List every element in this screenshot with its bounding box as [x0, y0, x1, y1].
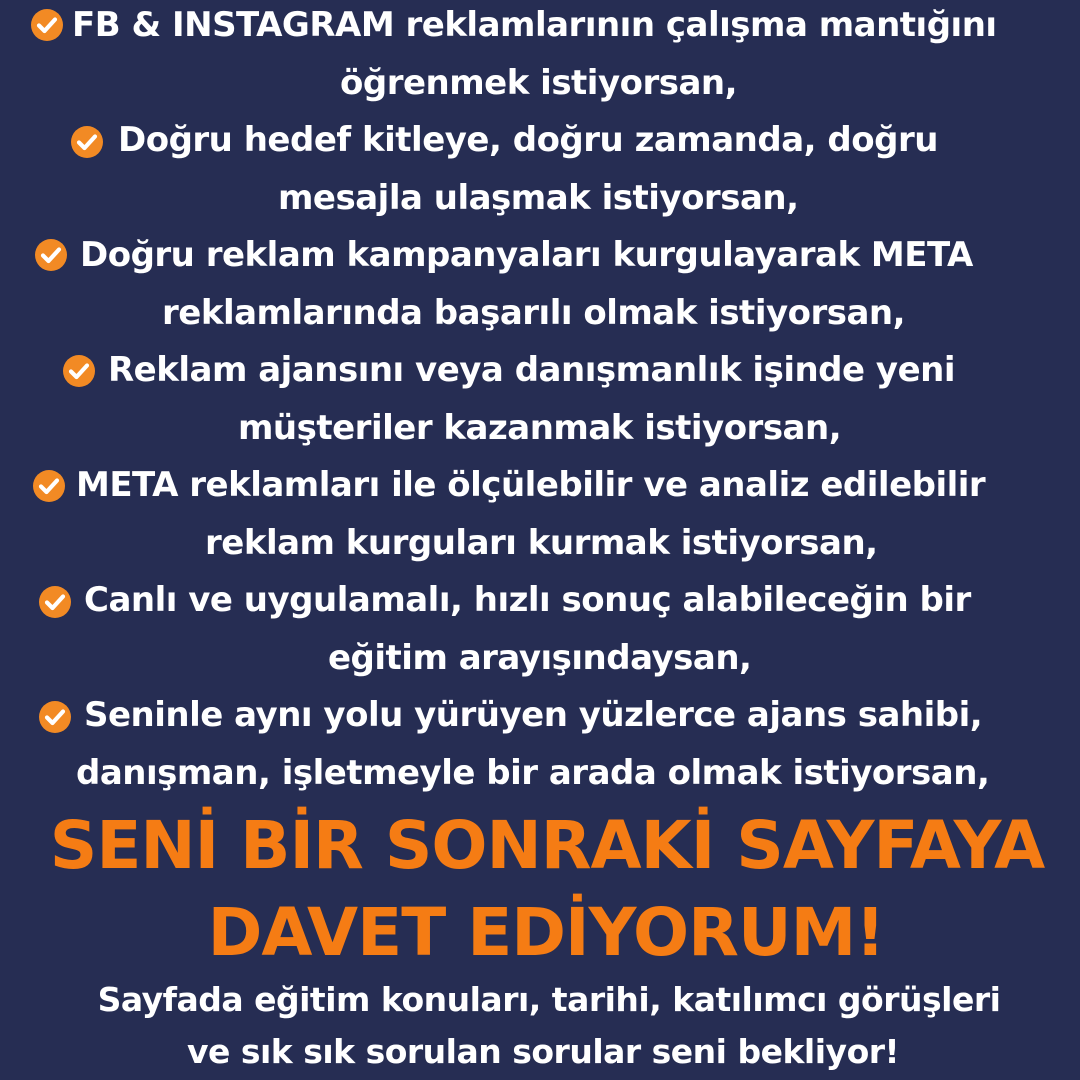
benefit-line-1: Doğru reklam kampanyaları kurgulayarak META — [80, 235, 973, 275]
benefit-line-2: eğitim arayışındaysan, — [328, 638, 752, 678]
benefit-line-2: mesajla ulaşmak istiyorsan, — [278, 178, 799, 218]
check-circle-icon — [62, 354, 96, 388]
check-circle-icon — [34, 238, 68, 272]
benefit-line-2: müşteriler kazanmak istiyorsan, — [238, 408, 842, 448]
check-circle-icon — [30, 8, 64, 42]
headline-line-1: SENİ BİR SONRAKİ SAYFAYA — [49, 807, 1045, 884]
benefit-line-2: danışman, işletmeyle bir arada olmak istiyorsan, — [76, 753, 990, 793]
check-circle-icon — [38, 585, 72, 619]
benefit-line-1: Canlı ve uygulamalı, hızlı sonuç alabileceğin bir — [84, 580, 971, 620]
benefit-line-2: reklamlarında başarılı olmak istiyorsan, — [162, 293, 906, 333]
footer-line-1: Sayfada eğitim konuları, tarihi, katılımcı görüşleri — [97, 980, 1001, 1019]
check-circle-icon — [38, 700, 72, 734]
benefit-line-1: Seninle aynı yolu yürüyen yüzlerce ajans sahibi, — [84, 695, 983, 735]
check-circle-icon — [32, 469, 66, 503]
check-circle-icon — [70, 125, 104, 159]
benefit-line-1: FB & INSTAGRAM reklamlarının çalışma mantığını — [72, 5, 997, 45]
benefit-line-1: META reklamları ile ölçülebilir ve analiz edilebilir — [76, 465, 986, 505]
headline-line-2: DAVET EDİYORUM! — [207, 894, 885, 971]
benefit-line-1: Doğru hedef kitleye, doğru zamanda, doğru — [118, 120, 938, 160]
benefit-line-2: öğrenmek istiyorsan, — [340, 63, 738, 103]
footer-line-2: ve sık sık sorulan sorular seni bekliyor! — [186, 1032, 900, 1071]
benefit-line-1: Reklam ajansını veya danışmanlık işinde yeni — [108, 350, 955, 390]
benefit-line-2: reklam kurguları kurmak istiyorsan, — [205, 523, 878, 563]
